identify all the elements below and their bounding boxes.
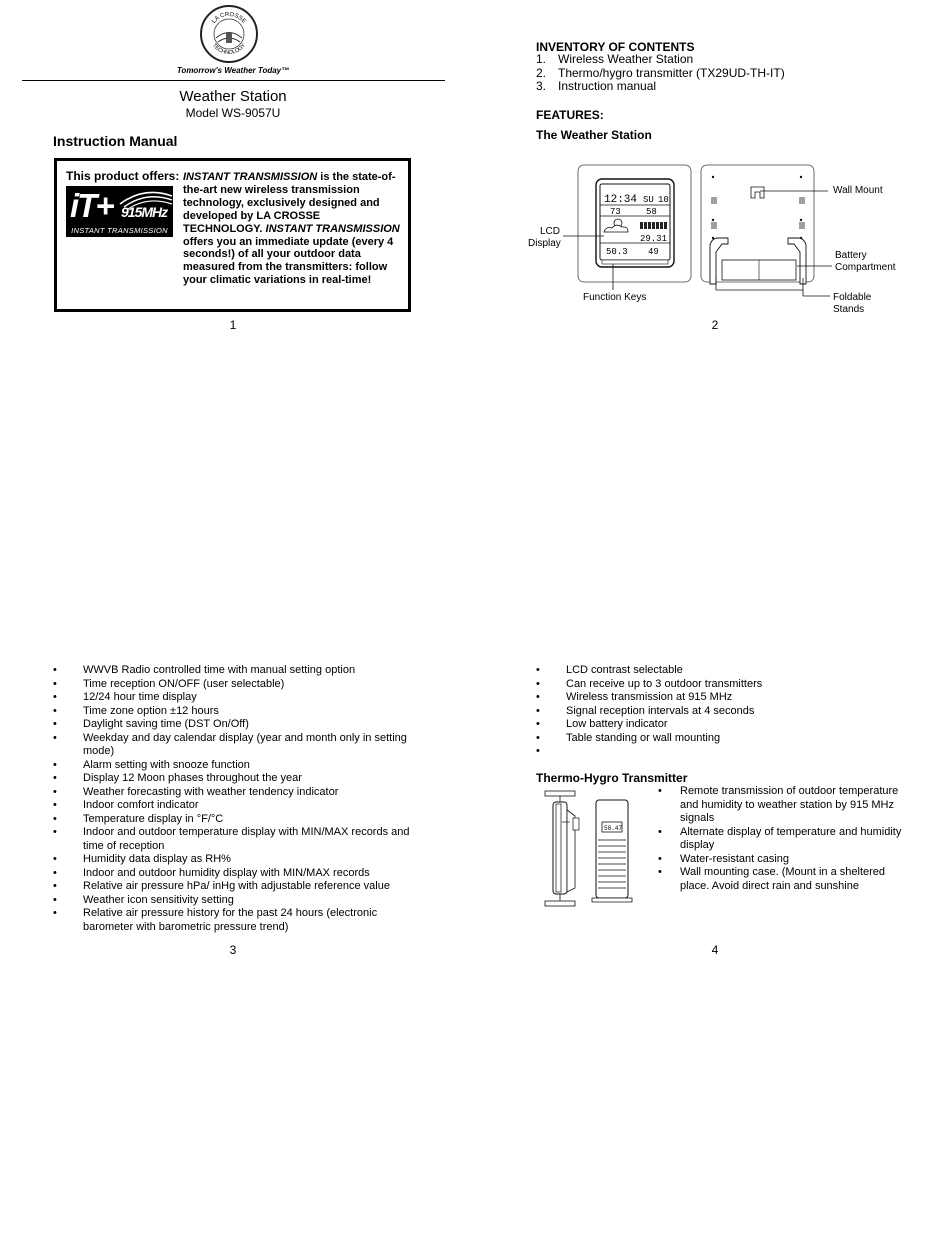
list-item: • Table standing or wall mounting (536, 732, 906, 746)
page-number-4: 4 (711, 943, 719, 957)
offers-description (183, 171, 401, 287)
list-item: • Time reception ON/OFF (user selectable) (53, 678, 423, 692)
features-list-page4 (536, 664, 906, 759)
stands-label-1: Foldable (833, 292, 872, 303)
list-item: • Daylight saving time (DST On/Off) (53, 718, 423, 732)
function-keys-strip (602, 260, 668, 264)
la-crosse-logo (200, 5, 258, 63)
list-item: • Wall mounting case. (Mount in a sheltered place. Avoid direct rain and sunshine (658, 866, 908, 893)
features-heading: FEATURES: (536, 108, 604, 122)
transmitter-diagram (540, 788, 640, 912)
list-item: • LCD contrast selectable (536, 664, 906, 678)
it-plus-logo (66, 186, 173, 237)
lcd-day: SU (643, 195, 654, 205)
stands-label-2: Stands (833, 304, 865, 315)
list-item: • Wireless transmission at 915 MHz (536, 691, 906, 705)
it-logo-mhz: 915MHz (121, 204, 168, 220)
logo-text-bottom: TECHNOLOGY (210, 42, 248, 57)
page-number-2: 2 (711, 318, 719, 332)
transmitter-front-view (596, 800, 628, 898)
lcd-pressure: 29.31 (640, 234, 668, 244)
inventory-heading: INVENTORY OF CONTENTS (536, 40, 695, 54)
header-divider (22, 80, 445, 81)
list-item: • Weekday and day calendar display (year and month only in setting mode) (53, 732, 423, 759)
offers-italic-2: INSTANT TRANSMISSION (265, 222, 400, 235)
list-item: • WWVB Radio controlled time with manual setting option (53, 664, 423, 678)
list-item: • Time zone option ±12 hours (53, 705, 423, 719)
list-item: • Indoor and outdoor humidity display with MIN/MAX records (53, 867, 423, 881)
list-item: • Weather forecasting with weather tendency indicator (53, 786, 423, 800)
list-item: • Indoor comfort indicator (53, 799, 423, 813)
offers-italic-1: INSTANT TRANSMISSION (183, 171, 318, 183)
model-number: Model WS-9057U (185, 106, 281, 120)
lcd-display-label-2: Display (528, 238, 561, 249)
battery-label-1: Battery (835, 250, 867, 261)
inventory-list (536, 53, 785, 94)
list-item: • 12/24 hour time display (53, 691, 423, 705)
list-item: • Remote transmission of outdoor temperature and humidity to weather station by 915 MHz signals (658, 785, 908, 826)
offers-text-2: offers you an immediate update (every 4 seconds!) of all your outdoor data measured from the transmitters: follow your climatic variations in real-time! (183, 235, 394, 287)
list-item: • Humidity data display as RH% (53, 853, 423, 867)
page-number-1: 1 (229, 318, 237, 332)
transmitter-lcd-value: 58.47 (604, 825, 623, 832)
list-item (536, 745, 906, 759)
list-item: • Weather icon sensitivity setting (53, 894, 423, 908)
manual-heading: Instruction Manual (53, 133, 178, 149)
list-item: • Alarm setting with snooze function (53, 759, 423, 773)
transmitter-features-list (658, 785, 908, 893)
tagline: Tomorrow's Weather Today™ (176, 66, 290, 75)
lcd-outdoor-humidity: 49 (648, 247, 659, 257)
station-heading: The Weather Station (536, 128, 652, 142)
page-number-3: 3 (229, 943, 237, 957)
list-item: • Signal reception intervals at 4 seconds (536, 705, 906, 719)
list-item: 3. Instruction manual (536, 79, 657, 94)
lcd-indoor-humidity: 58 (646, 207, 657, 217)
it-logo-subtitle: INSTANT TRANSMISSION (71, 226, 168, 235)
lcd-outdoor-temp: 50.3 (606, 247, 628, 257)
list-item: • Water-resistant casing (658, 853, 908, 867)
lcd-date: 10 (658, 195, 669, 205)
lcd-indoor-temp: 73 (610, 207, 621, 217)
offers-label: This product offers: (66, 169, 180, 183)
list-item: • Can receive up to 3 outdoor transmitters (536, 678, 906, 692)
wall-mount-label: Wall Mount (833, 185, 883, 196)
list-item: 1. Wireless Weather Station (536, 52, 694, 66)
logo-text-top: LA CROSSE (211, 11, 247, 25)
it-logo-text: iT+ (70, 187, 113, 224)
list-item: • Indoor and outdoor temperature display with MIN/MAX records and time of reception (53, 826, 423, 853)
svg-text:LA CROSSE (211, 12, 247, 25)
battery-label-2: Compartment (835, 262, 896, 273)
list-item: • Low battery indicator (536, 718, 906, 732)
page-title: Weather Station (179, 88, 287, 105)
list-item: • Relative air pressure history for the past 24 hours (electronic barometer with barometric pressure trend) (53, 907, 423, 934)
offers-text-1: is the state-of-the-art new wireless transmission technology, exclusively designed and developed by LA CROSSE TECHNOLOGY. (183, 171, 396, 235)
list-item: • Relative air pressure hPa/ inHg with adjustable reference value (53, 880, 423, 894)
features-list-page3 (53, 664, 423, 934)
list-item: • Display 12 Moon phases throughout the year (53, 772, 423, 786)
transmitter-heading: Thermo-Hygro Transmitter (536, 771, 688, 785)
lcd-time: 12:34 (604, 194, 638, 206)
lcd-display-label-1: LCD (540, 226, 561, 237)
list-item: • Alternate display of temperature and humidity display (658, 826, 908, 853)
list-item: • Temperature display in °F/°C (53, 813, 423, 827)
function-keys-label: Function Keys (583, 292, 647, 303)
list-item: 2. Thermo/hygro transmitter (TX29UD-TH-IT) (536, 65, 785, 80)
